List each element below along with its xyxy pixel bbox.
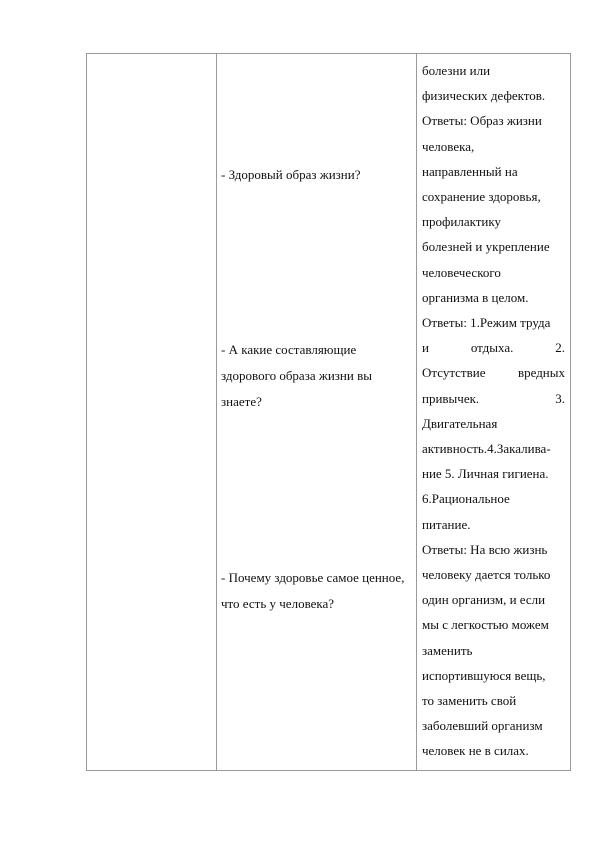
answer-line: направленный на [422,163,518,179]
answer-line: испортившуюся вещь, [422,667,546,683]
answer-line: и отдыха. 2. [422,340,565,356]
answer-line: болезней и укрепление [422,239,550,255]
answer-line: заболевший организм [422,718,543,734]
answer-line: человека, [422,138,475,154]
answer-line: человек не в силах. [422,743,529,759]
answer-line: привычек. 3. [422,390,565,406]
answer-line: болезни или [422,63,491,78]
answer-line: Отсутствие вредных [422,365,565,381]
answer-line: активность.4.Закалива- [422,441,551,457]
answer-line: Ответы: 1.Режим труда [422,315,551,331]
answer-line: Ответы: Образ жизни [422,113,542,129]
answer-line: заменить [422,642,473,658]
empty-column-cell [87,54,217,771]
answer-line: человеку дается только [422,567,551,583]
answer-line: питание. [422,516,471,532]
table-row [87,54,571,771]
question-healthy-lifestyle: - Здоровый образ жизни? [221,167,361,182]
answers-cell [417,54,571,771]
answer-line: сохранение здоровья, [422,189,541,205]
answer-line: мы с легкостью можем [422,617,549,633]
answer-line: 6.Рациональное [422,491,510,507]
answer-line: ние 5. Личная гигиена. [422,466,549,482]
answer-line: один организм, и если [422,592,546,608]
lesson-table [86,53,571,771]
answer-line: то заменить свой [422,693,517,709]
answers-text [417,54,570,764]
questions-cell [217,54,417,771]
question-lifestyle-components: - А какие составляющие здорового образа жизни вы знаете? [221,342,372,409]
answer-line: профилактику [422,214,502,230]
answer-line: организма в целом. [422,289,529,305]
answer-line: физических дефектов. [422,88,546,104]
answer-line: Двигательная [422,415,498,431]
answer-line: Ответы: На всю жизнь [422,541,548,557]
answer-line: человеческого [422,264,501,280]
question-health-value: - Почему здоровье самое ценное, что есть у человека? [221,570,405,611]
